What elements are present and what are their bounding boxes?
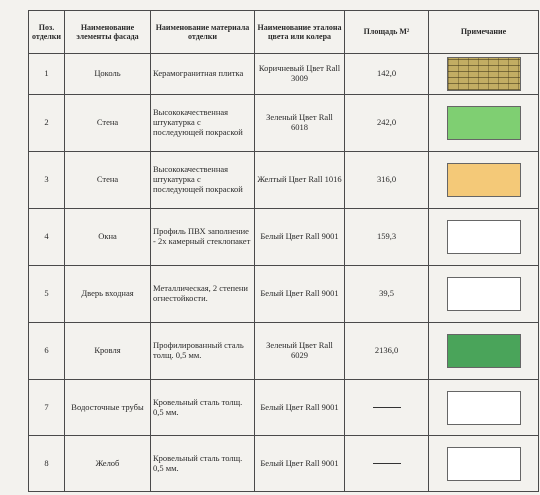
row-num: 5 — [29, 266, 65, 323]
row-material: Высококачественная штукатурка с последующей покраской — [151, 152, 255, 209]
row-material: Профилированный сталь толщ. 0,5 мм. — [151, 323, 255, 380]
row-element: Дверь входная — [65, 266, 151, 323]
header-area: Площадь М² — [345, 11, 429, 54]
table-row — [29, 436, 539, 492]
row-note — [429, 266, 539, 323]
row-element: Стена — [65, 152, 151, 209]
row-element: Желоб — [65, 436, 151, 492]
table-row — [29, 380, 539, 436]
row-material: Кровельный сталь толщ. 0,5 мм. — [151, 436, 255, 492]
row-color-standard: Коричневый Цвет Rall 3009 — [255, 54, 345, 95]
row-num: 7 — [29, 380, 65, 436]
color-swatch — [447, 220, 521, 254]
row-num: 8 — [29, 436, 65, 492]
color-swatch — [447, 57, 521, 91]
header-material: Наименование материала отделки — [151, 11, 255, 54]
row-area: 39,5 — [345, 266, 429, 323]
row-element: Стена — [65, 95, 151, 152]
color-swatch — [447, 447, 521, 481]
row-area: 316,0 — [345, 152, 429, 209]
row-note — [429, 152, 539, 209]
color-swatch — [447, 391, 521, 425]
empty-dash — [373, 407, 401, 408]
row-note — [429, 54, 539, 95]
row-note — [429, 323, 539, 380]
row-element: Цоколь — [65, 54, 151, 95]
row-num: 6 — [29, 323, 65, 380]
row-color-standard: Желтый Цвет Rall 1016 — [255, 152, 345, 209]
table-row — [29, 323, 539, 380]
row-num: 3 — [29, 152, 65, 209]
row-material: Кровельный сталь толщ. 0,5 мм. — [151, 380, 255, 436]
row-material: Высококачественная штукатурка с последующей покраской — [151, 95, 255, 152]
row-element: Водосточные трубы — [65, 380, 151, 436]
row-note — [429, 380, 539, 436]
color-swatch — [447, 106, 521, 140]
row-area: 142,0 — [345, 54, 429, 95]
row-area: 242,0 — [345, 95, 429, 152]
header-num: Поз. отделки — [29, 11, 65, 54]
row-color-standard: Белый Цвет Rall 9001 — [255, 436, 345, 492]
row-note — [429, 436, 539, 492]
header-element: Наименование элементы фасада — [65, 11, 151, 54]
facade-finish-table — [28, 10, 539, 492]
table-row — [29, 266, 539, 323]
row-material: Керамогранитная плитка — [151, 54, 255, 95]
row-element: Окна — [65, 209, 151, 266]
row-color-standard: Зеленый Цвет Rall 6018 — [255, 95, 345, 152]
row-color-standard: Белый Цвет Rall 9001 — [255, 380, 345, 436]
table-row — [29, 152, 539, 209]
header-color: Наименование эталона цвета или колера — [255, 11, 345, 54]
row-note — [429, 95, 539, 152]
table-row — [29, 95, 539, 152]
row-area — [345, 380, 429, 436]
row-note — [429, 209, 539, 266]
row-num: 4 — [29, 209, 65, 266]
color-swatch — [447, 277, 521, 311]
empty-dash — [373, 463, 401, 464]
row-area: 2136,0 — [345, 323, 429, 380]
table-row — [29, 209, 539, 266]
color-swatch — [447, 334, 521, 368]
row-color-standard: Зеленый Цвет Rall 6029 — [255, 323, 345, 380]
row-material: Металлическая, 2 степени огнестойкости. — [151, 266, 255, 323]
row-num: 2 — [29, 95, 65, 152]
table-header-row — [29, 11, 539, 54]
header-note: Примечание — [429, 11, 539, 54]
color-swatch — [447, 163, 521, 197]
row-color-standard: Белый Цвет Rall 9001 — [255, 266, 345, 323]
row-material: Профиль ПВХ заполнение - 2х камерный стеклопакет — [151, 209, 255, 266]
row-element: Кровля — [65, 323, 151, 380]
table-row — [29, 54, 539, 95]
row-area — [345, 436, 429, 492]
row-area: 159,3 — [345, 209, 429, 266]
row-color-standard: Белый Цвет Rall 9001 — [255, 209, 345, 266]
row-num: 1 — [29, 54, 65, 95]
